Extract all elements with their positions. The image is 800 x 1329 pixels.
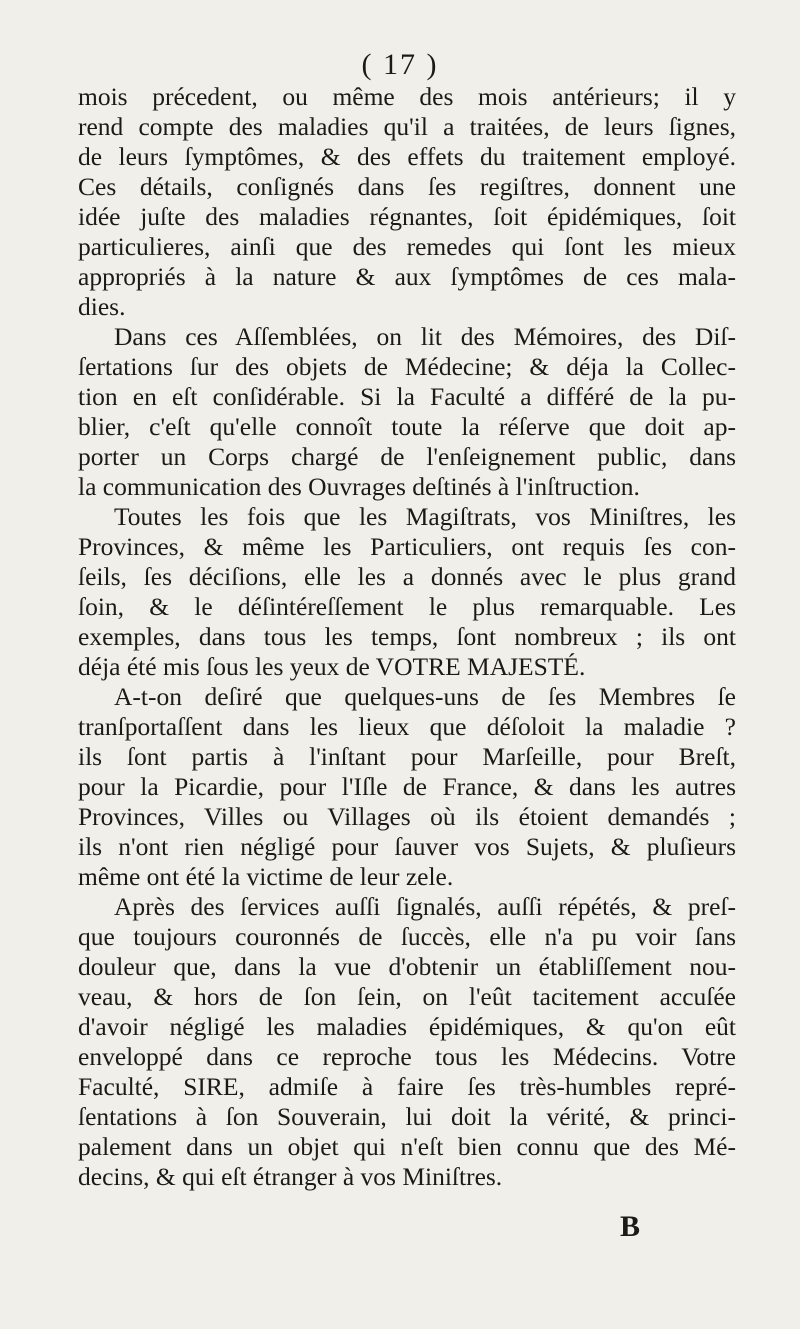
text-line: A-t-on deſiré que quelques-uns de ſes Membres ſe bbox=[114, 682, 736, 711]
text-line: la communication des Ouvrages deſtinés à l'inſtruction. bbox=[78, 472, 640, 501]
body-text bbox=[78, 82, 736, 1192]
text-line: même ont été la victime de leur zele. bbox=[78, 862, 454, 891]
text-line: Après des ſervices auſſi ſignalés, auſſi répétés, & preſ- bbox=[114, 892, 736, 921]
text-line: exemples, dans tous les temps, ſont nombreux ; ils ont bbox=[78, 622, 736, 651]
text-line: dies. bbox=[78, 292, 126, 321]
text-line: veau, & hors de ſon ſein, on l'eût tacitement accuſée bbox=[78, 982, 736, 1011]
text-line: palement dans un objet qui n'eſt bien connu que des Mé- bbox=[78, 1132, 736, 1161]
text-line: blier, c'eſt qu'elle connoît toute la réſerve que doit ap- bbox=[78, 412, 736, 441]
text-line: Faculté, SIRE, admiſe à faire ſes très-humbles repré- bbox=[78, 1072, 736, 1101]
text-line: porter un Corps chargé de l'enſeignement public, dans bbox=[78, 442, 736, 471]
text-line: Dans ces Aſſemblées, on lit des Mémoires, des Diſ- bbox=[114, 322, 736, 351]
text-line: Provinces, Villes ou Villages où ils étoient demandés ; bbox=[78, 802, 736, 831]
text-line: de leurs ſymptômes, & des effets du traitement employé. bbox=[78, 142, 736, 171]
text-line: Toutes les fois que les Magiſtrats, vos Miniſtres, les bbox=[114, 502, 736, 531]
text-line: rend compte des maladies qu'il a traitées, de leurs ſignes, bbox=[78, 112, 736, 141]
text-line: tranſportaſſent dans les lieux que déſoloit la maladie ? bbox=[78, 712, 736, 741]
text-line: appropriés à la nature & aux ſymptômes de ces mala- bbox=[78, 262, 736, 291]
text-line: douleur que, dans la vue d'obtenir un établiſſement nou- bbox=[78, 952, 736, 981]
text-line: tion en eſt conſidérable. Si la Faculté a différé de la pu- bbox=[78, 382, 736, 411]
text-line: ſoin, & le déſintéreſſement le plus remarquable. Les bbox=[78, 592, 736, 621]
text-line: pour la Picardie, pour l'Iſle de France, & dans les autres bbox=[78, 772, 736, 801]
text-line: decins, & qui eſt étranger à vos Miniſtres. bbox=[78, 1162, 503, 1191]
text-line: Provinces, & même les Particuliers, ont requis ſes con- bbox=[78, 532, 736, 561]
text-line: ſentations à ſon Souverain, lui doit la vérité, & princi- bbox=[78, 1102, 736, 1131]
text-line: que toujours couronnés de ſuccès, elle n'a pu voir ſans bbox=[78, 922, 736, 951]
text-line: ils ſont partis à l'inſtant pour Marſeille, pour Breſt, bbox=[78, 742, 736, 771]
text-line: déja été mis ſous les yeux de VOTRE MAJESTÉ. bbox=[78, 652, 586, 681]
text-line: particulieres, ainſi que des remedes qui ſont les mieux bbox=[78, 232, 736, 261]
text-line: mois précedent, ou même des mois antérieurs; il y bbox=[78, 82, 736, 111]
text-line: ils n'ont rien négligé pour ſauver vos Sujets, & pluſieurs bbox=[78, 832, 736, 861]
text-line: enveloppé dans ce reproche tous les Médecins. Votre bbox=[78, 1042, 736, 1071]
text-line: ſeils, ſes déciſions, elle les a donnés avec le plus grand bbox=[78, 562, 736, 591]
text-line: d'avoir négligé les maladies épidémiques, & qu'on eût bbox=[78, 1012, 736, 1041]
text-line: Ces détails, conſignés dans ſes regiſtres, donnent une bbox=[78, 172, 736, 201]
page-number: ( 17 ) bbox=[361, 48, 439, 81]
text-line: idée juſte des maladies régnantes, ſoit épidémiques, ſoit bbox=[78, 202, 736, 231]
catchword: B bbox=[620, 1210, 641, 1243]
text-line: ſertations ſur des objets de Médecine; & déja la Collec- bbox=[78, 352, 736, 381]
